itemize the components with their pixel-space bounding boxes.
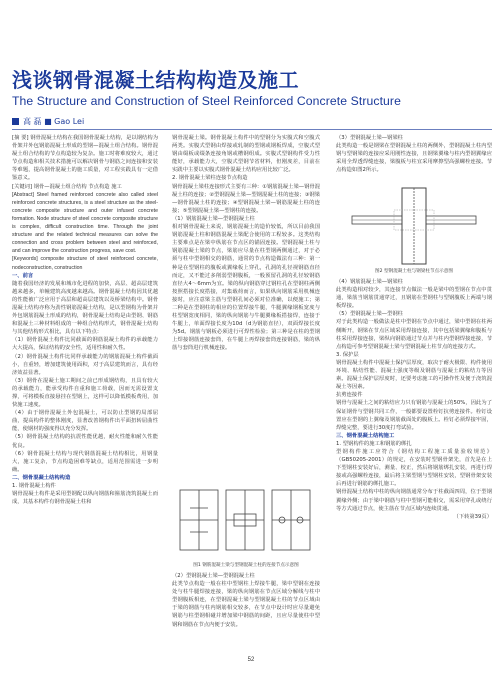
paragraph: 钢骨混凝土构件中混凝土保护层厚度，取决于耐火极限、构件使用环境、粘结性能、混凝土强度等级及钢筋与混凝土的粘结力等因素。混凝土保护层厚度时，还要考虑施工的可操作性及便于浇筑混凝土等因素。: [336, 359, 492, 391]
author-names: 高 磊 ■ Gao Lei: [23, 117, 85, 126]
paragraph: 2. 钢骨混凝土梁柱连接节点构造: [172, 175, 248, 182]
figure-2-caption: 图2 型钢混凝土柱与钢梁柱节点示意图: [375, 269, 453, 274]
paragraph: [Abstract] Steel framed reinforced concrete also called steel reinforced concrete structures, is a steel structure as the steel-concrete composite structure and outer infused concrete formation. Node structure of steel concrete composite structure is complex, difficult construction time. Through the joint structure and the related technical measures can solve the connection and cross problem between steel and reinforced, and can improve the construction progress, save cost.: [12, 191, 158, 255]
paragraph: 此类构造一般是钢梁在型钢混凝土柱的两侧外，型钢混凝土柱内型钢与型钢梁的连接应采用刚性连接，且钢梁翼缘与柱内型钢翼缘应采用全焊透焊缝连接，梁腹板与柱宜采用摩擦型高强螺栓连接。节点构造如图2所示。: [336, 143, 492, 174]
paragraph: 钢骨与混凝土之间的粘结应力只有钢筋与混凝土的50%，因此为了保证钢骨与型钢共同工作，一般都要设置栓钉抗剪连接件。栓钉设置应在型钢的上翼缘及钢筋截面处的腹板上。栓钉必须焊接牢固，焊缝完整，要进行30度打弯试验。: [336, 400, 492, 431]
paragraph: （1）钢筋混凝土梁—型钢混凝土柱: [172, 215, 255, 222]
paragraph: [Keywords] composite structure of steel reinforced concrete, nodeconstruction, construction: [12, 256, 158, 271]
paragraph: 对于此类构造一般做法是柱中型钢在节点中通过，梁中型钢在柱两侧断开，钢梁在节点区域采用焊接连接，其中包括梁翼缘和腹板与柱采用焊接连接，梁纵向钢筋通过节点并与柱内型钢焊接连接，节点构造可参考型钢混凝土梁与型钢混凝土柱节点的连接方式。: [336, 319, 492, 350]
column-right-bottom: [336, 278, 492, 521]
paragraph: （4）由于钢骨混凝土外包混凝土，可以防止型钢的局部屈曲，提高构件的整体刚度，显著改善钢构件出平面扭转屈曲性能，使钢材的强度得以充分发挥。: [12, 410, 158, 433]
column-left: [12, 134, 158, 506]
continued-note: （下转第39页）: [453, 513, 492, 520]
page-number: 52: [247, 657, 255, 663]
paragraph: （2）钢骨混凝土构件比同样承载能力的钢筋混凝土构件截面小，自重轻，增加建筑使用面积，对于高层建筑而言，具有经济效益显著。: [12, 353, 158, 376]
paragraph: 3. 保护层: [336, 351, 359, 358]
paragraph: （4）钢筋混凝土梁—钢梁柱: [336, 279, 403, 285]
paragraph: 相对钢骨混凝土来说，钢筋混凝土的造价较低，所以目前我国钢筋混凝土柱和钢筋混凝土梁配合使用的工程较多。这类结构主要难点是在梁中纵筋在节点区的锚固连接。型钢混凝土柱与钢筋混凝土梁的节点，梁筋应尽量在柱型钢两侧通过，对于必须与柱中型钢相交的钢筋，通常的节点构造做法有三种：第一种是在型钢柱的腹板或翼缘板上穿孔，孔洞的孔径视钢筋直径而定，又不能过多削弱型钢腹板，一般预留孔洞的孔径较钢筋直径大4～6mm为宜。梁的纵向钢筋穿过钢柱孔在型钢柱两侧按照搭接长度搭接，对集载荷而言，如果纵向钢筋采用机械连接时，应注意梁主筋与型钢孔间必须对位准确，以便施工；第二种是在型钢柱的相应的位置焊接牛腿，牛腿翼缘钢板宽度与柱型钢宽度相同，梁的纵向钢筋与牛腿翼缘板搭接焊，连接于牛腿上，单面焊接长度为10d（d为钢筋直径），双面焊接长度为5d。钢筋与钢板必须进行可焊性检验；第三种是在柱的型钢上焊接钢筋连接套筒，在牛腿上再焊接套筒连接钢筋，梁的纵筋与套筒进行机械连接。: [172, 224, 320, 352]
section-heading: 二、钢骨混凝土结构构造: [12, 474, 71, 481]
paragraph: 此类节点构造一般在柱中型钢柱上焊接牛腿，梁中型钢在连接处与柱牛腿焊接连接，梁的纵向钢筋在节点区域分解线与柱中型钢腹板相连，在型钢混凝土梁与型钢混凝土柱的节点区域由于梁的钢筋与柱内钢筋相交较多，在节点中设计时应尽量避免钢筋与柱型钢相碰并增加梁中钢筋的间距，且应尽量使柱中型钢和钢筋在节点内便于安装。: [172, 581, 320, 628]
paragraph: 1. 钢骨混凝土构件: [12, 483, 56, 490]
paragraph: （5）型钢混凝土梁—型钢柱: [336, 311, 403, 318]
paragraph: （3）钢骨在混凝土施工期间之前已形成钢结构，且具有较大的承载能力，能承受构件自重和施工荷载，因而无需设置支撑，可将模板直接悬挂在型钢上，这样可以降低模板费用，加快施工速度。: [12, 377, 158, 409]
author-marker-icon: [12, 118, 19, 125]
figure-1-caption: 图1 钢筋混凝土梁与型钢混凝土柱的连接节点示意图: [193, 563, 299, 568]
header-divider: [12, 129, 492, 130]
paragraph: （5）钢骨混凝土结构的抗震性能优越，耐火性能和耐久性能优良。: [12, 434, 158, 449]
figure-2-diagram: [350, 186, 478, 266]
paragraph: 1. 型钢构件的施工和钢筋的绑扎: [336, 440, 412, 447]
section-heading: 三、钢骨混凝土结构施工: [336, 432, 395, 439]
paragraph: 钢骨混凝土梁。钢骨混凝土构件中的型钢分为实腹式和空腹式两类。实腹式型钢由焊接或轧制的型钢或钢板焊成，空腹式型钢由缀板或缀条连接角钢或槽钢组成。实腹式型钢构件受力性能好，承载能力大，空腹式型钢节省材料，但刚度差，目前在实践中主要以实腹式钢骨混凝土结构应用比较广泛。: [172, 135, 320, 174]
column-middle-top: [172, 134, 320, 353]
paragraph: [关键词] 钢骨—混凝土组合结构 节点构造 施工: [12, 183, 122, 190]
paragraph: 钢骨混凝土结构中柱的纵向钢筋通常分布于柱截面四周，位于型钢翼缘外侧；由于梁中钢筋与柱中型钢可能相交，需采用穿孔或绕行等方式通过节点，使主筋在节点区域内连续贯通。: [336, 489, 492, 512]
paragraph: （3）型钢混凝土梁—钢梁柱: [336, 135, 403, 141]
paragraph: [摘 要] 钢骨混凝土结构在我国钢骨混凝土结构，是以钢结构为骨架并外包钢筋混凝土形成的型钢—混凝土组合结构。钢骨混凝土组合结构的节点构造较为复杂。施工时将难度较大，通过节点构造和相关技术措施可以解决钢骨与钢筋之间连接和安装等难题，提高钢骨混凝土的施工质量，对工程实践具有一定借鉴意义。: [12, 135, 158, 182]
paragraph: （6）钢骨混凝土结构与现代钢筋混凝土结构相比，用钢量大，施工复杂，节点构造困难等缺点，适用范围需进一步明确。: [12, 450, 158, 473]
figure-1-diagram: [176, 482, 316, 560]
paragraph: 抗剪连接件: [336, 392, 363, 399]
column-right-top: [336, 134, 492, 174]
article-title-english: The Structure and Construction of Steel Reinforced Concrete Structure: [12, 94, 401, 108]
paragraph: （2）型钢混凝土梁—型钢混凝土柱: [172, 573, 255, 579]
paragraph: 型钢构件施工应符合《钢结构工程施工质量验收规范》（GB50205-2001）的规定，在安装时型钢骨架先，首先是在上下型钢柱安装好后，测量、校正，然后将钢筋绑扎安装，再进行焊接或高强螺栓连接，最后将主梁型钢与型钢柱安装，型钢骨架安装后再进行钢筋的绑扎施工。: [336, 448, 492, 488]
paragraph: 钢骨混凝土构件是采用型钢配以纵向钢筋和箍筋浇筑混凝土而成，其基本构件有钢骨混凝土柱和: [12, 491, 158, 506]
section-heading: 一、前言: [12, 272, 34, 279]
author-line: [12, 116, 84, 130]
paragraph: 此类构造相对较少，其连接节点做法一般是梁中的型钢在节点中贯通，梁筋当钢筋贯通穿过，且钢筋在型钢柱与型钢腹板上两端与钢板焊接。: [336, 287, 492, 310]
paragraph: 钢骨混凝土梁柱连接形式主要有三种：①钢筋混凝土梁—钢骨混凝土柱的连接；②型钢混凝土梁—型钢混凝土柱的连接；③钢梁—钢骨混凝土柱的连接；④型钢混凝土梁—钢筋混凝土柱的连接；⑤型钢混凝土梁—型钢柱的连接。: [172, 183, 320, 214]
article-title: 浅谈钢骨混凝土结构构造及施工: [12, 68, 299, 92]
paragraph: 随着我国经济的发展和城市化进程的加快，高层、超高层建筑越来越多，单幢建筑高度越来越高。钢骨混凝土结构因其优越的性能被广泛应用于高层和超高层建筑以及桥梁结构中。钢骨混凝土结构亦称为劲性钢筋混凝土结构，是以型钢构为骨架并外包钢筋混凝土形成的结构，钢骨混凝土结构是由型钢、钢筋和混凝土三种材料组成的一种组合结构形式，钢骨混凝土结构与其他结构形式相比，具有以下特点：: [12, 280, 158, 336]
paragraph: （1）钢骨混凝土构件比同截面的钢筋混凝土构件的承载能力大大提高，保证结构的安全性，适用性和耐久性。: [12, 337, 158, 352]
column-middle-bottom: [172, 572, 320, 629]
